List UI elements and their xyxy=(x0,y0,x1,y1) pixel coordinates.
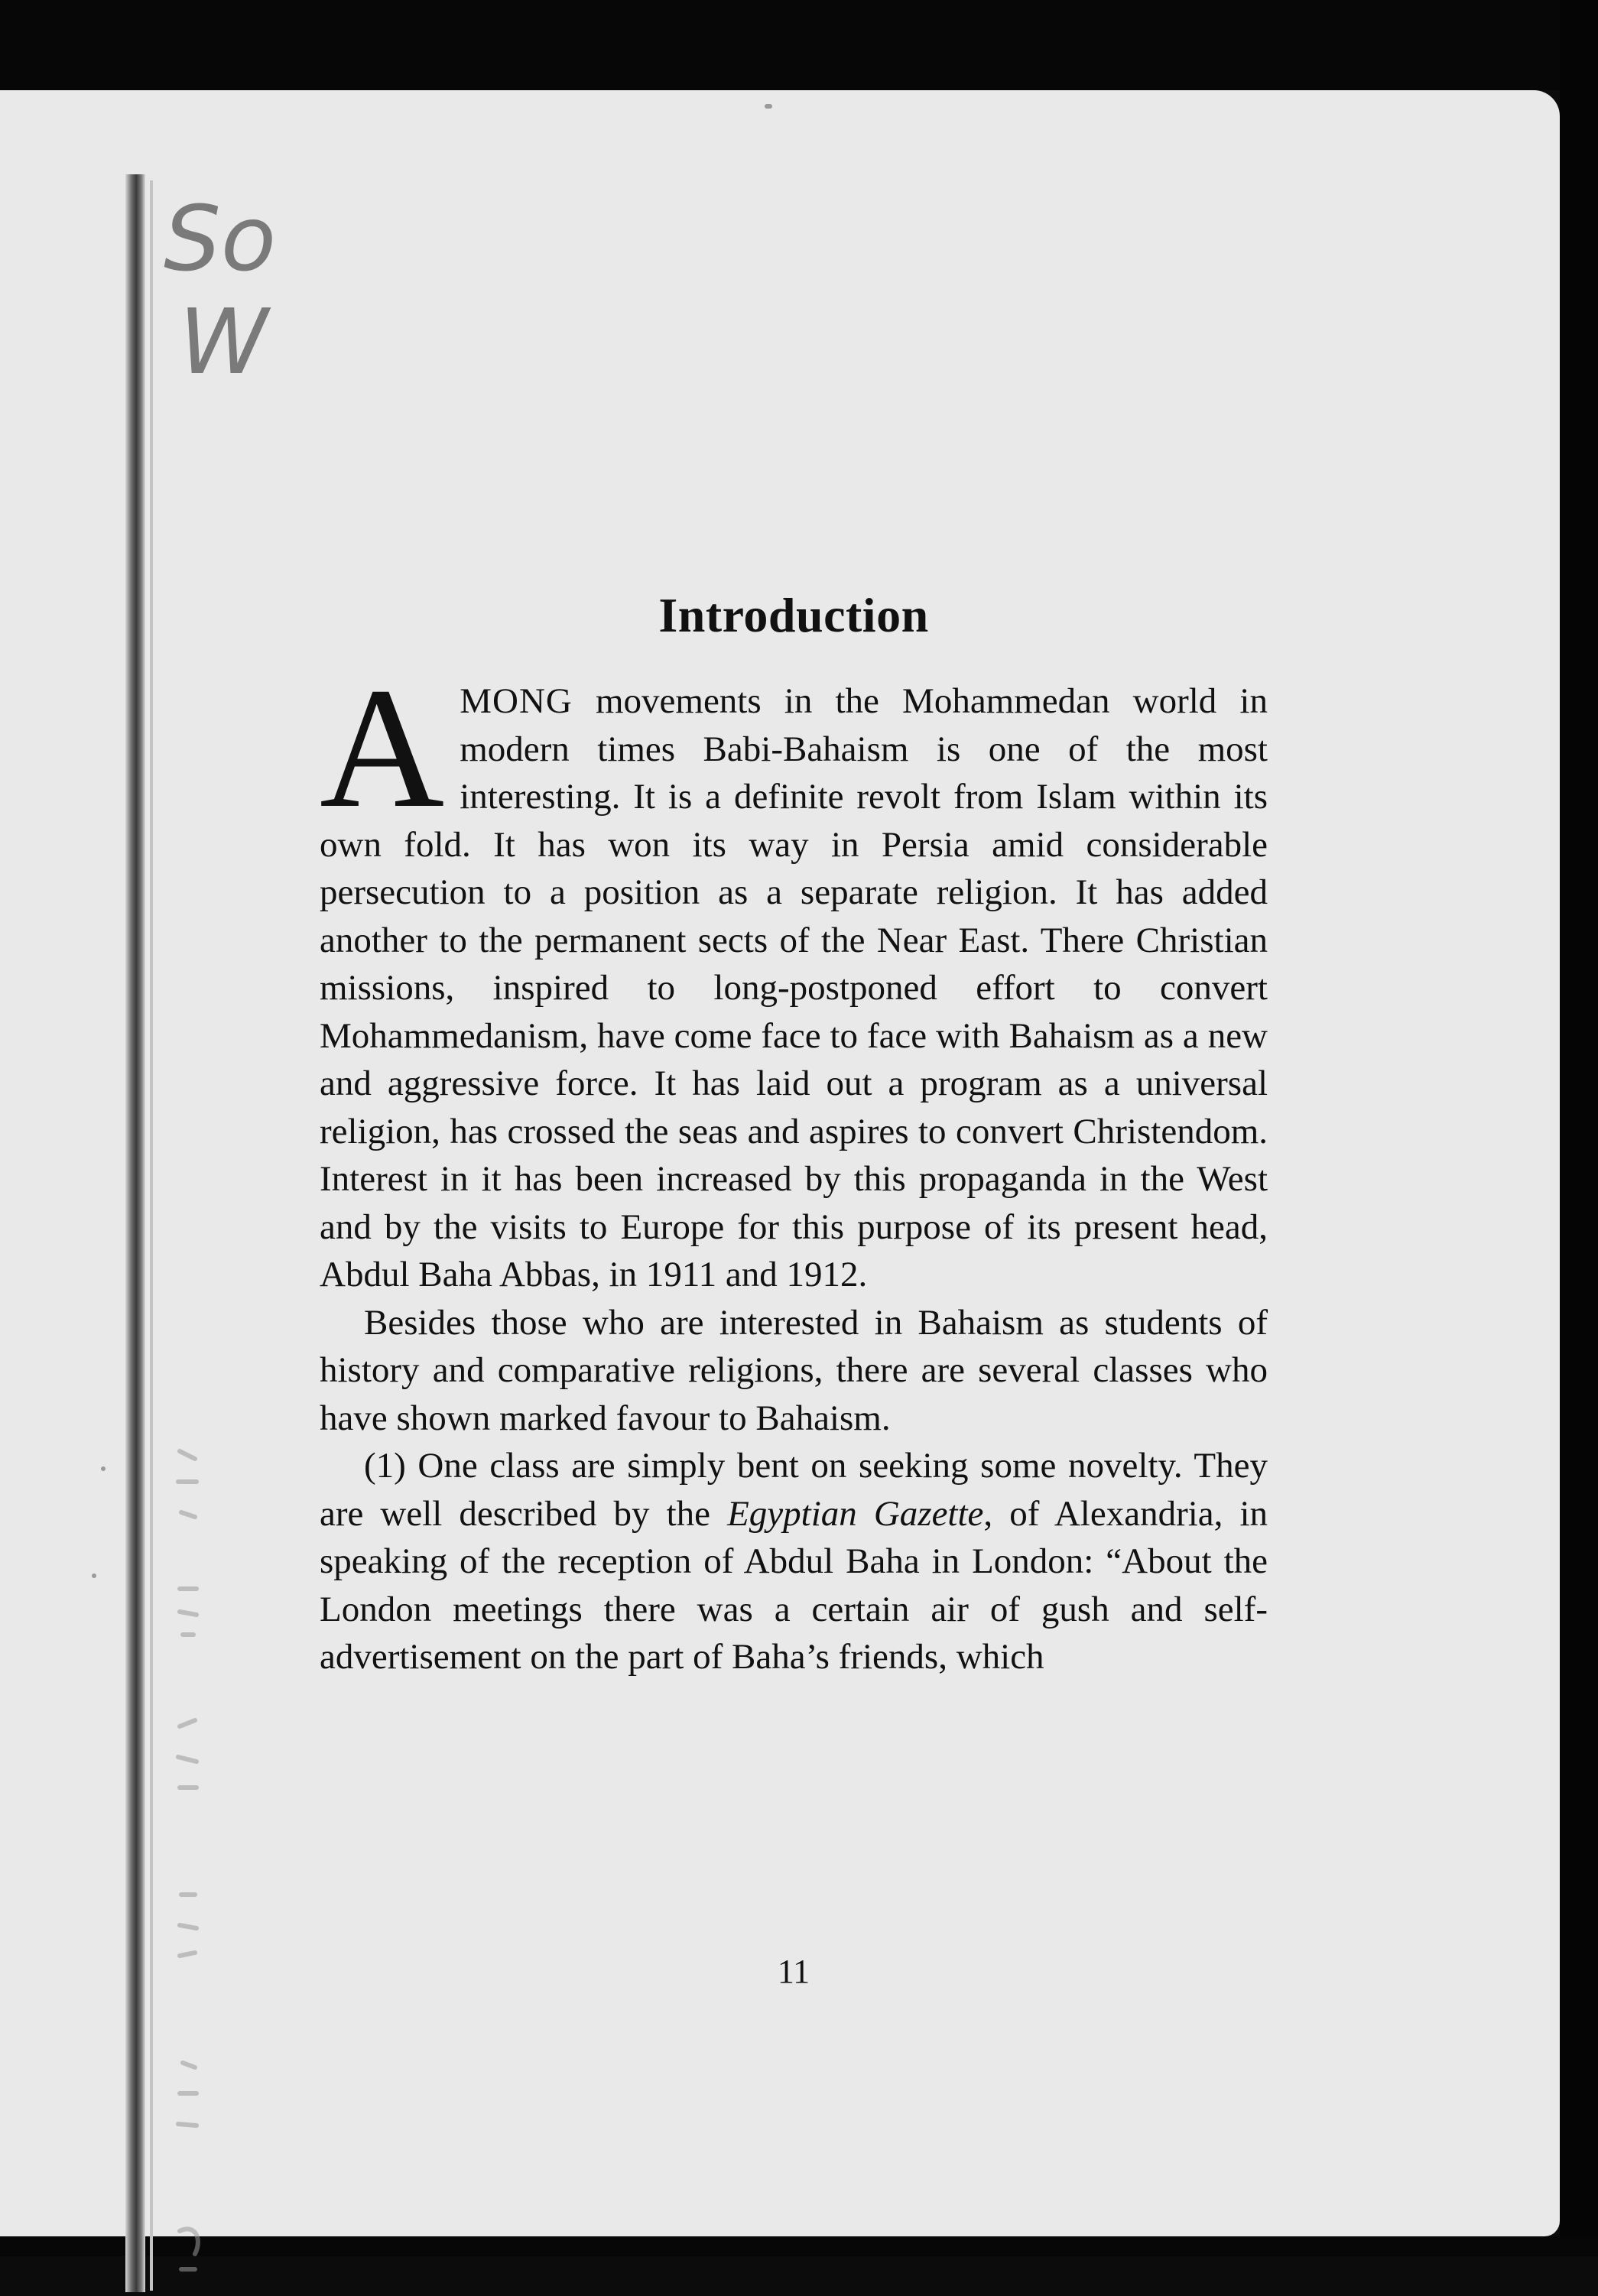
book-spine-shadow xyxy=(125,174,145,2292)
handwritten-margin-note xyxy=(164,190,309,388)
book-page xyxy=(0,90,1560,2236)
page-body xyxy=(320,587,1268,1681)
paragraph-2: Besides those who are interested in Bahaism as students of history and comparative religions, there are several classes who have shown marked favour to Bahaism. xyxy=(320,1302,1268,1438)
page-number: 11 xyxy=(777,1953,810,1990)
dust-speck xyxy=(92,1573,96,1578)
paragraph-3-text-after: , of Alexandria, in speaking of the reception of Abdul Baha in London: “About the London meetings there was a certain air of gush and self-advertisement on the part of Baha’s friends, which xyxy=(320,1493,1268,1677)
scan-border-right xyxy=(1560,0,1598,2256)
paragraph-1-text: movements in the Mohammedan world in modern times Babi-Bahaism is one of the most interesting. It is a definite revolt from Islam within its own fold. It has won its way in Persia amid considerable persecution to a position as a separate religion. It has added another to the permanent sects of the Near East. There Christian missions, inspired to long-postponed effort to convert Mohammedanism, have come face to face with Bahaism as a new and aggressive force. It has laid out a program as a universal religion, has crossed the seas and aspires to convert Christendom. Interest in it has been increased by this propaganda in the West and by the visits to Europe for this purpose of its present head, Abdul Baha Abbas, in 1911 and 1912. xyxy=(320,681,1268,1294)
margin-note-line-2: W xyxy=(179,289,268,388)
drop-cap-letter: A xyxy=(320,652,445,843)
margin-note-line-1: So xyxy=(164,190,277,291)
paragraph-1 xyxy=(320,652,1268,1299)
handwritten-note-drawing xyxy=(164,190,309,388)
faint-library-stamp xyxy=(157,1436,226,2292)
paragraph-3 xyxy=(320,1442,1268,1681)
paragraph-1-lead: MONG xyxy=(460,681,573,721)
scan-border-top xyxy=(0,0,1598,90)
dust-speck xyxy=(765,104,772,109)
paragraph-3-italic-title: Egyptian Gazette xyxy=(727,1493,984,1534)
page-gutter-edge xyxy=(150,180,153,2291)
scan-border-bottom xyxy=(0,2236,1598,2256)
dust-speck xyxy=(101,1466,106,1471)
chapter-heading: Introduction xyxy=(658,588,929,642)
stamp-marks xyxy=(157,1436,226,2292)
paragraph-3-text-before: (1) One class are simply bent on seeking some novelty. They are well described by the xyxy=(320,1446,1268,1534)
